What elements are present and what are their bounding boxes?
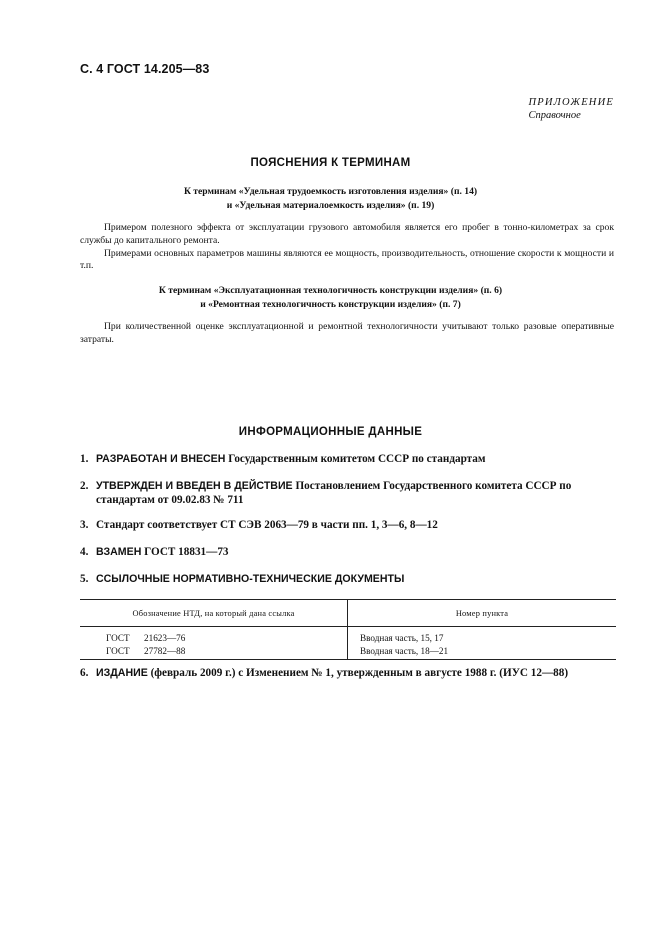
- item-number: 4.: [80, 546, 89, 558]
- paragraph: Примерами основных параметров машины являются ее мощность, производительность, отношение скорости к мощности и т.п.: [80, 247, 614, 272]
- item-body: Постановлением Государственного комитета СССР по стандартам от 09.02.83 № 711: [96, 480, 572, 506]
- doc-prefix: ГОСТ: [106, 633, 130, 643]
- item-number: 2.: [80, 480, 89, 492]
- appendix-note: Справочное: [528, 110, 581, 121]
- item-number: 1.: [80, 453, 89, 465]
- explanation-text-2: [80, 321, 614, 347]
- clause-cell: [348, 627, 617, 660]
- table-row: [80, 627, 616, 660]
- terms-heading-1-line1: К терминам «Удельная трудоемкость изготовления изделия» (п. 14): [183, 186, 478, 197]
- page-header: С. 4 ГОСТ 14.205—83: [80, 62, 210, 76]
- table-header-row: [80, 600, 616, 627]
- column-header-document: Обозначение НТД, на который дана ссылка: [80, 600, 348, 627]
- appendix-title: ПРИЛОЖЕНИЕ: [528, 97, 614, 108]
- doc-number: 27782—88: [144, 645, 186, 656]
- info-item-6: [80, 666, 616, 680]
- document-ref: [106, 645, 346, 658]
- explanations-title: ПОЯСНЕНИЯ К ТЕРМИНАМ: [250, 157, 411, 169]
- terms-heading-2-line2: и «Ремонтная технологичность конструкции изделия» (п. 7): [200, 298, 461, 310]
- item-text: [96, 572, 616, 586]
- item-lead: ИЗДАНИЕ: [96, 667, 148, 679]
- item-number: 3.: [80, 519, 89, 531]
- item-lead: УТВЕРЖДЕН И ВВЕДЕН В ДЕЙСТВИЕ: [96, 480, 293, 492]
- item-number: 6.: [80, 667, 89, 679]
- info-item-1: [80, 452, 616, 466]
- terms-heading-1-line2: и «Удельная материалоемкость изделия» (п. 19): [226, 199, 435, 211]
- doc-prefix: ГОСТ: [106, 645, 130, 656]
- item-body: Государственным комитетом СССР по стандартам: [225, 453, 486, 465]
- document-ref: [106, 632, 346, 645]
- document-cell: [80, 627, 348, 660]
- terms-heading-2: [0, 284, 661, 311]
- item-text: [96, 545, 616, 559]
- item-number: 5.: [80, 573, 89, 585]
- clause-ref: Вводная часть, 18—21: [360, 645, 449, 656]
- item-text: [96, 666, 616, 680]
- column-header-clause: Номер пункта: [348, 600, 617, 627]
- item-body: Стандарт соответствует СТ СЭВ 2063—79 в части пп. 1, 3—6, 8—12: [96, 519, 438, 531]
- paragraph: При количественной оценке эксплуатационной и ремонтной технологичности учитывают только разовые оперативные затраты.: [80, 321, 614, 345]
- info-item-2: [80, 479, 616, 507]
- item-lead: ССЫЛОЧНЫЕ НОРМАТИВНО-ТЕХНИЧЕСКИЕ ДОКУМЕНТЫ: [96, 573, 405, 585]
- paragraph: Примером полезного эффекта от эксплуатации грузового автомобиля является его пробег в тонно-километрах за срок службы до капитального ремонта.: [80, 222, 614, 246]
- info-item-5: [80, 572, 616, 586]
- explanation-text-1: [80, 222, 614, 273]
- terms-heading-1: [0, 185, 661, 212]
- item-lead: ВЗАМЕН: [96, 546, 142, 558]
- doc-number: 21623—76: [144, 633, 186, 643]
- item-text: [96, 518, 616, 532]
- reference-documents-table: [80, 599, 616, 660]
- info-item-4: [80, 545, 616, 559]
- item-text: [96, 452, 616, 466]
- info-item-3: [80, 518, 616, 532]
- appendix-label: [529, 96, 615, 122]
- item-body: (февраль 2009 г.) с Изменением № 1, утвержденным в августе 1988 г. (ИУС 12—88): [147, 667, 569, 679]
- item-text: [96, 479, 616, 507]
- info-title: ИНФОРМАЦИОННЫЕ ДАННЫЕ: [238, 426, 423, 438]
- clause-ref: Вводная часть, 15, 17: [360, 633, 444, 643]
- item-lead: РАЗРАБОТАН И ВНЕСЕН: [96, 453, 226, 465]
- item-body: ГОСТ 18831—73: [141, 546, 229, 558]
- terms-heading-2-line1: К терминам «Эксплуатационная технологичность конструкции изделия» (п. 6): [158, 285, 503, 296]
